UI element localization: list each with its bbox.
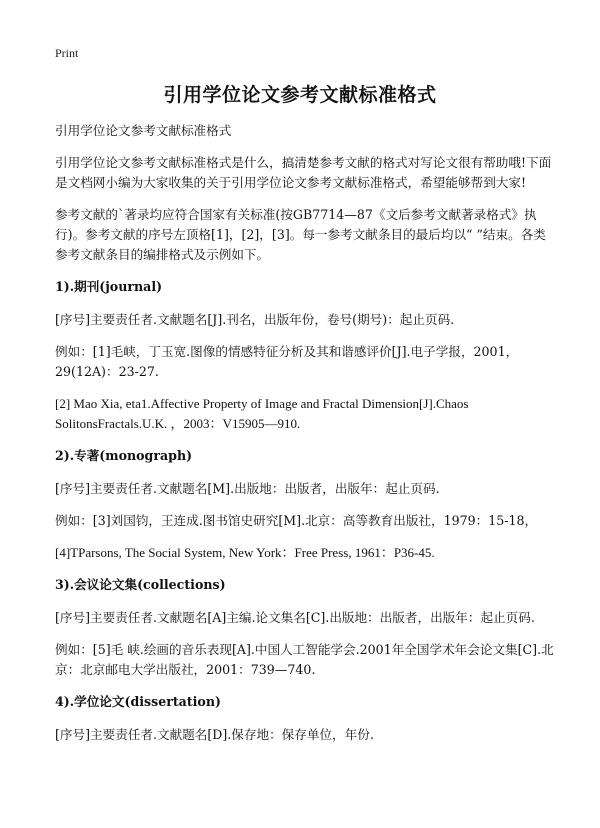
section-heading-dissertation: 4).学位论文(dissertation) — [55, 694, 221, 709]
document-body — [55, 121, 555, 757]
page-title: 引用学位论文参考文献标准格式 — [163, 84, 437, 106]
intro-paragraph: 引用学位论文参考文献标准格式是什么，搞清楚参考文献的格式对写论文很有帮助哦!下面是文档网小编为大家收集的关于引用学位论文参考文献标准格式，希望能够帮到大家! — [55, 155, 552, 190]
example-monograph-1: 例如：[3]刘国钧，王连成.图书馆史研究[M].北京：高等教育出版社，1979：15-18， — [55, 513, 538, 528]
format-line-dissertation: [序号]主要责任者.文献题名[D].保存地：保存单位，年份. — [55, 727, 374, 742]
example-collections-1: 例如：[5]毛 峡.绘画的音乐表现[A].中国人工智能学会.2001年全国学术年会论文集[C].北京：北京邮电大学出版社，2001：739—740. — [55, 642, 554, 677]
document-subtitle: 引用学位论文参考文献标准格式 — [55, 123, 232, 138]
example-monograph-2: [4]TParsons, The Social System, New York：Free Press, 1961：P36-45. — [55, 545, 435, 560]
example-journal-2: [2] Mao Xia, eta1.Affective Property of Image and Fractal Dimension[J].Chaos SolitonsFractals.U.K. ，2003：V15905—910. — [55, 396, 469, 431]
format-line-monograph: [序号]主要责任者.文献题名[M].出版地：出版者，出版年：起止页码. — [55, 481, 440, 496]
format-line-collections: [序号]主要责任者.文献题名[A]主编.论文集名[C].出版地：出版者，出版年：起止页码. — [55, 610, 535, 625]
section-heading-collections: 3).会议论文集(collections) — [55, 577, 226, 592]
print-label: Print — [55, 46, 79, 60]
section-heading-monograph: 2).专著(monograph) — [55, 448, 193, 463]
example-journal-1: 例如：[1]毛峡，丁玉宽.图像的情感特征分析及其和谐感评价[J].电子学报，2001，29(12A)：23-27. — [55, 344, 519, 379]
format-line-journal: [序号]主要责任者.文献题名[J].刊名，出版年份，卷号(期号)：起止页码. — [55, 312, 455, 327]
rule-paragraph: 参考文献的`著录均应符合国家有关标准(按GB7714—87《文后参考文献著录格式》执行)。参考文献的序号左顶格[1]，[2]，[3]。每一参考文献条目的最后均以“ ”结束。各类参考文献条目的编排格式及示例如下。 — [55, 207, 546, 262]
section-heading-journal: 1).期刊(journal) — [55, 279, 163, 294]
